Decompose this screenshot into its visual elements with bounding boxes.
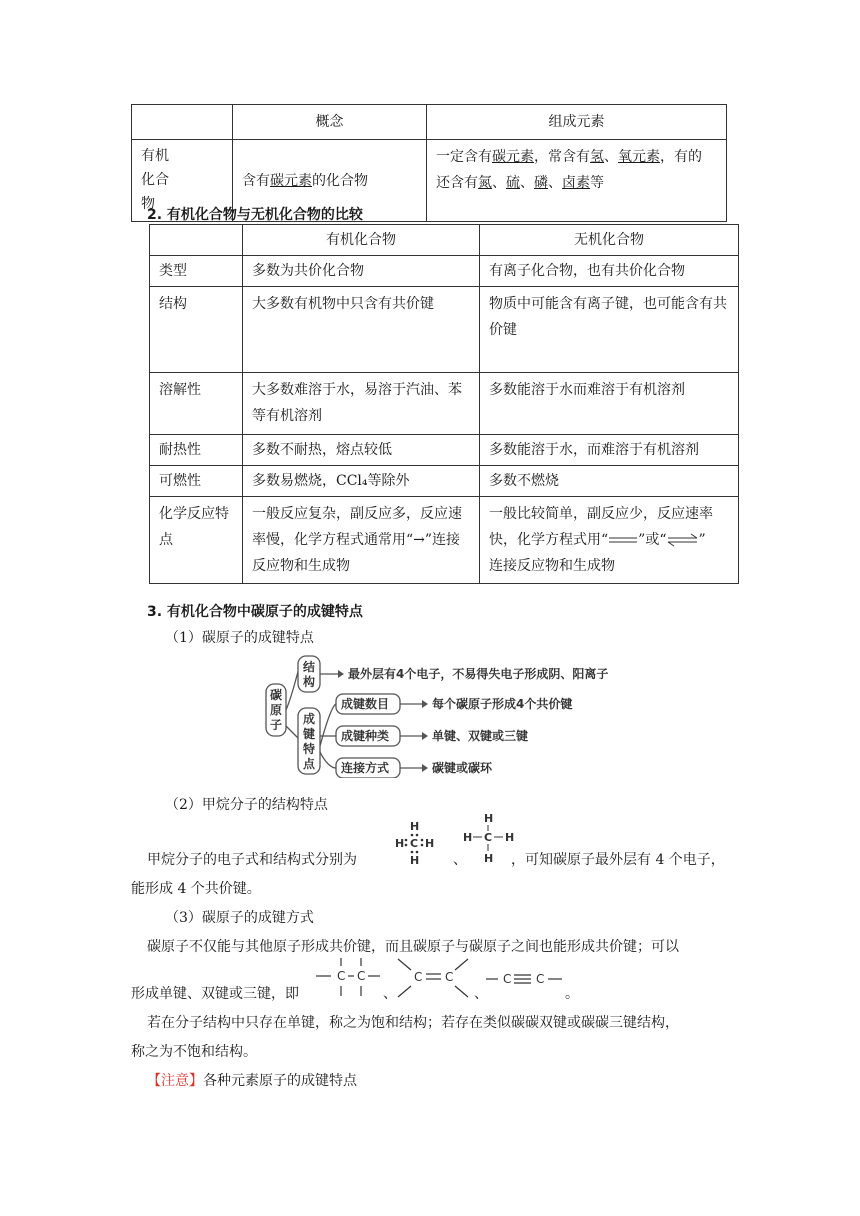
paragraph: 若在分子结构中只存在单键，称之为饱和结构；若存在类似碳碳双键或碳碳三键结构，	[147, 1015, 679, 1031]
element-text: 等	[590, 175, 604, 191]
reversible-arrow-icon	[667, 533, 699, 547]
subheading: （1）碳原子的成键特点	[165, 630, 314, 646]
period: 。	[565, 986, 579, 1002]
table-header-row	[150, 225, 739, 256]
structure-label: 结构	[303, 660, 316, 689]
separator: 、	[474, 986, 488, 1002]
table-header-row	[132, 105, 727, 140]
cell-text: ”	[698, 532, 706, 548]
methane-text: 能形成 4 个共价键。	[131, 881, 261, 897]
table-header-cell: 组成元素	[427, 105, 727, 140]
atom-c: C	[445, 970, 454, 984]
concept-underlined: 碳元素	[270, 172, 312, 189]
atom-h: H	[395, 837, 405, 850]
concept-text: 的化合物	[312, 172, 368, 189]
element-underlined: 氮	[478, 175, 492, 191]
organic-cell: 多数易燃烧，CCl₄等除外	[243, 466, 480, 497]
row-label: 溶解性	[150, 373, 243, 435]
arrow-icon	[422, 732, 428, 740]
section-heading: 3. 有机化合物中碳原子的成键特点	[147, 604, 363, 620]
cell-text: 连接反应物和生成物	[489, 558, 615, 574]
item-label: 连接方式	[341, 761, 390, 775]
atom-h: H	[484, 812, 494, 825]
element-text: 一定含有	[436, 149, 492, 165]
cell-text: 一般比较简单，副反应少，反应速率	[489, 506, 713, 522]
element-underlined: 磷	[534, 175, 548, 191]
element-underlined: 硫	[506, 175, 520, 191]
separator: 、	[453, 852, 467, 868]
organic-cell: 一般反应复杂，副反应多，反应速率慢，化学方程式通常用“→”连接反应物和生成物	[243, 497, 480, 584]
element-underlined: 氢	[590, 149, 604, 165]
inorganic-cell	[480, 497, 739, 584]
row-label: 可燃性	[150, 466, 243, 497]
row-label: 结构	[150, 287, 243, 373]
cell-text: 快，化学方程式用“	[489, 532, 609, 548]
note	[147, 1071, 357, 1091]
element-text: 、	[492, 175, 506, 191]
element-underlined: 氧元素	[618, 149, 660, 165]
subheading: （3）碳原子的成键方式	[165, 910, 314, 926]
arrow-icon	[422, 700, 428, 708]
element-text: 还含有	[436, 175, 478, 191]
table-row	[150, 466, 739, 497]
methane-structural-formula	[460, 810, 516, 868]
note-tag: 【注意】	[147, 1073, 203, 1089]
item-label: 成键数目	[341, 697, 390, 711]
paragraph: 形成单键、双键或三键，即	[131, 986, 299, 1002]
section-heading: 2. 有机化合物与无机化合物的比较	[147, 207, 363, 223]
separator: 、	[383, 986, 397, 1002]
inorganic-cell: 多数能溶于水而难溶于有机溶剂	[480, 373, 739, 435]
item-desc: 碳键或碳环	[432, 761, 493, 775]
element-text: ，有的	[660, 149, 702, 165]
item-desc: 单键、双键或三键	[432, 729, 529, 743]
element-underlined: 卤素	[562, 175, 590, 191]
table-row	[150, 256, 739, 287]
inorganic-cell: 有离子化合物，也有共价化合物	[480, 256, 739, 287]
table-row	[150, 287, 739, 373]
inorganic-cell: 多数能溶于水，而难溶于有机溶剂	[480, 435, 739, 466]
organic-cell: 多数为共价化合物	[243, 256, 480, 287]
equals-arrow-icon	[608, 533, 638, 547]
atom-h: H	[410, 820, 420, 833]
atom-c: C	[357, 969, 366, 983]
carbon-bonding-diagram	[262, 652, 632, 778]
note-text: 各种元素原子的成键特点	[203, 1073, 357, 1089]
bond-label: 成键特点	[303, 712, 316, 771]
element-text: 、	[604, 149, 618, 165]
subheading: （2）甲烷分子的结构特点	[165, 797, 328, 813]
triple-bond-formula	[484, 966, 568, 992]
atom-c: C	[410, 837, 419, 850]
atom-h: H	[484, 852, 494, 865]
row-label: 耐热性	[150, 435, 243, 466]
double-bond-formula	[394, 955, 474, 1001]
inorganic-cell: 物质中可能含有离子键，也可能含有共价键	[480, 287, 739, 373]
table-header-cell: 概念	[233, 105, 427, 140]
row-label-text: 有机化合物	[141, 148, 169, 212]
elements-cell	[427, 140, 727, 222]
atom-h: H	[410, 854, 420, 867]
table-header-cell	[132, 105, 233, 140]
item-desc: 每个碳原子形成4个共价键	[432, 697, 573, 711]
element-text: 、	[520, 175, 534, 191]
organic-cell: 大多数有机物中只含有共价键	[243, 287, 480, 373]
table-header-cell: 无机化合物	[480, 225, 739, 256]
organic-cell: 多数不耐热，熔点较低	[243, 435, 480, 466]
table-row	[150, 435, 739, 466]
table-row	[150, 497, 739, 584]
table-header-cell: 有机化合物	[243, 225, 480, 256]
atom-h: H	[425, 837, 435, 850]
atom-c: C	[414, 970, 423, 984]
arrow-icon	[422, 764, 428, 772]
element-text: 、	[548, 175, 562, 191]
root-label: 碳原子	[270, 688, 283, 732]
paragraph: 碳原子不仅能与其他原子形成共价键，而且碳原子与碳原子之间也能形成共价键；可以	[147, 939, 679, 955]
atom-h: H	[463, 831, 473, 844]
concept-text: 含有	[242, 172, 270, 189]
row-label-text: 化学反应特点	[159, 506, 229, 548]
table-header-cell	[150, 225, 243, 256]
element-underlined: 碳元素	[492, 149, 534, 165]
methane-text: 甲烷分子的电子式和结构式分别为	[147, 852, 357, 868]
single-bond-formula	[312, 954, 384, 1000]
row-label: 类型	[150, 256, 243, 287]
element-text: ，常含有	[534, 149, 590, 165]
atom-c: C	[503, 972, 512, 986]
methane-text: ，可知碳原子最外层有 4 个电子，	[511, 852, 725, 868]
table-row	[150, 373, 739, 435]
organic-cell: 大多数难溶于水，易溶于汽油、苯等有机溶剂	[243, 373, 480, 435]
atom-c: C	[337, 969, 346, 983]
paragraph: 称之为不饱和结构。	[131, 1044, 257, 1060]
cell-text: ”或“	[638, 532, 667, 548]
atom-c: C	[536, 972, 545, 986]
inorganic-cell: 多数不燃烧	[480, 466, 739, 497]
item-label: 成键种类	[341, 729, 390, 743]
atom-c: C	[484, 831, 493, 844]
structure-desc: 最外层有4个电子，不易得失电子形成阴、阳离子	[348, 667, 609, 681]
comparison-table	[149, 224, 739, 584]
methane-electron-formula	[390, 818, 450, 870]
row-label	[150, 497, 243, 584]
atom-h: H	[505, 831, 515, 844]
